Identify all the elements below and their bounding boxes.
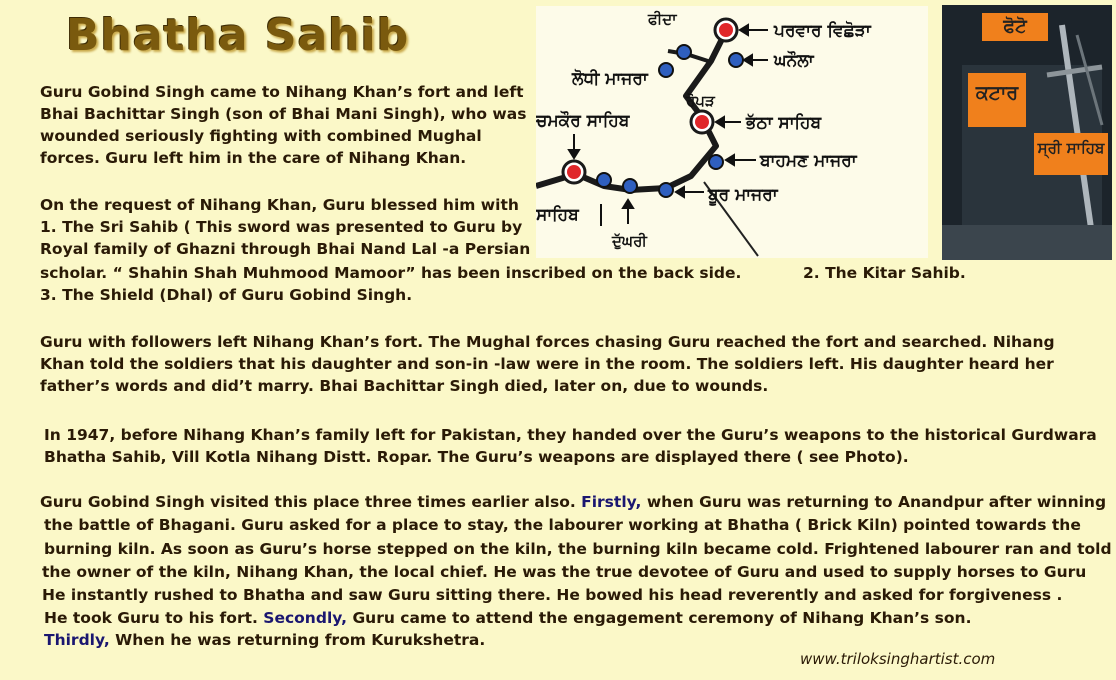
text-line: Khan told the soldiers that his daughter and son-in -law were in the room. The soldiers left. His daughter heard her xyxy=(40,355,1054,373)
map-label-phida: ਫੀਦਾ xyxy=(648,10,677,28)
text-line: burning kiln. As soon as Guru’s horse stepped on the kiln, the burning kiln became cold. Frightened labourer ran and told xyxy=(44,540,1112,558)
text-span: When he was returning from Kurukshetra. xyxy=(115,631,486,649)
text-line: the owner of the kiln, Nihang Khan, the local chief. He was the true devotee of Guru and used to supply horses to Guru xyxy=(42,563,1087,581)
highlight-firstly: Firstly, xyxy=(581,493,642,511)
map-dot-bur xyxy=(659,183,673,197)
text-line: forces. Guru left him in the care of Nihang Khan. xyxy=(40,149,467,167)
weapons-photo xyxy=(942,5,1112,260)
map-label-parvar: ਪਰਵਾਰ ਵਿਛੋੜਾ xyxy=(774,21,871,41)
sign-sri-sahib: ਸ੍ਰੀ ਸਾਹਿਬ xyxy=(1034,133,1108,175)
map-dot-bahman xyxy=(709,155,723,169)
text-line: father’s words and did’t marry. Bhai Bachittar Singh died, later on, due to wounds. xyxy=(40,377,769,395)
map-label-dumgri: ਦੁੱਘਰੀ xyxy=(612,232,647,250)
sign-katar: ਕਟਾਰ xyxy=(968,73,1026,127)
map-dot-ghanaula xyxy=(729,53,743,67)
highlight-secondly: Secondly, xyxy=(263,609,348,627)
list-item: 3. The Shield (Dhal) of Guru Gobind Singh. xyxy=(40,286,413,304)
list-item: 1. The Sri Sahib ( This sword was presented to Guru by xyxy=(40,218,523,236)
map-dot-2 xyxy=(623,179,637,193)
map-label-sahib: ਸਾਹਿਬ xyxy=(536,205,579,225)
map-label-chamkaur: ਚਮਕੌਰ ਸਾਹਿਬ xyxy=(536,111,630,131)
text-line: Guru with followers left Nihang Khan’s fort. The Mughal forces chasing Guru reached the fort and searched. Nihang xyxy=(40,333,1055,351)
map-dot-1 xyxy=(597,173,611,187)
map-svg xyxy=(536,6,928,258)
text-line: Bhai Bachittar Singh (son of Bhai Mani Singh), who was xyxy=(40,105,527,123)
text-line: Guru Gobind Singh came to Nihang Khan’s fort and left xyxy=(40,83,524,101)
text-line: scholar. “ Shahin Shah Muhmood Mamoor” has been inscribed on the back side. xyxy=(40,264,742,282)
sign-photo: ਫੋਟੋ xyxy=(982,13,1048,41)
map-label-bahman: ਬਾਹਮਣ ਮਾਜਰਾ xyxy=(760,151,857,171)
text-span: He took Guru to his fort. xyxy=(44,609,258,627)
map-label-ropar: ਰੋਪੜ xyxy=(686,92,715,110)
map-label-ghanaula: ਘਨੌਲਾ xyxy=(774,51,814,71)
text-line xyxy=(44,607,971,629)
map-dot-lodhi xyxy=(659,63,673,77)
text-line: Royal family of Ghazni through Bhai Nand Lal -a Persian xyxy=(40,240,531,258)
map-label-bur: ਬੂਰ ਮਾਜਰਾ xyxy=(708,185,778,205)
map-marker-bhatha-dot xyxy=(695,115,709,129)
text-span: when Guru was returning to Anandpur after winning xyxy=(646,493,1107,511)
map-marker-chamkaur-dot xyxy=(567,165,581,179)
text-line: He instantly rushed to Bhatha and saw Guru sitting there. He bowed his head reverently and asked for forgiveness . xyxy=(42,586,1063,604)
text-span: Guru Gobind Singh visited this place three times earlier also. xyxy=(40,493,576,511)
text-line xyxy=(44,629,485,651)
website-link[interactable]: www.triloksinghartist.com xyxy=(800,650,996,668)
text-line xyxy=(40,491,1106,513)
text-line: On the request of Nihang Khan, Guru blessed him with xyxy=(40,196,519,214)
route-map xyxy=(536,6,928,258)
list-item: 2. The Kitar Sahib. xyxy=(803,264,966,282)
text-line: wounded seriously fighting with combined Mughal xyxy=(40,127,482,145)
page-title: Bhatha Sahib xyxy=(66,10,410,61)
map-label-lodhi: ਲੋਧੀ ਮਾਜਰਾ xyxy=(572,69,648,89)
map-marker-parvar-dot xyxy=(719,23,733,37)
map-dot-phida xyxy=(677,45,691,59)
map-label-bhatha: ਭੱਠਾ ਸਾਹਿਬ xyxy=(746,113,822,133)
text-line: In 1947, before Nihang Khan’s family left for Pakistan, they handed over the Guru’s weapons to the historical Gurdwara xyxy=(44,426,1097,444)
text-line: Bhatha Sahib, Vill Kotla Nihang Distt. Ropar. The Guru’s weapons are displayed there ( see Photo). xyxy=(44,448,909,466)
text-span: Guru came to attend the engagement ceremony of Nihang Khan’s son. xyxy=(352,609,972,627)
text-line: the battle of Bhagani. Guru asked for a place to stay, the labourer working at Bhatha ( Brick Kiln) pointed towards the xyxy=(44,516,1081,534)
highlight-thirdly: Thirdly, xyxy=(44,631,110,649)
